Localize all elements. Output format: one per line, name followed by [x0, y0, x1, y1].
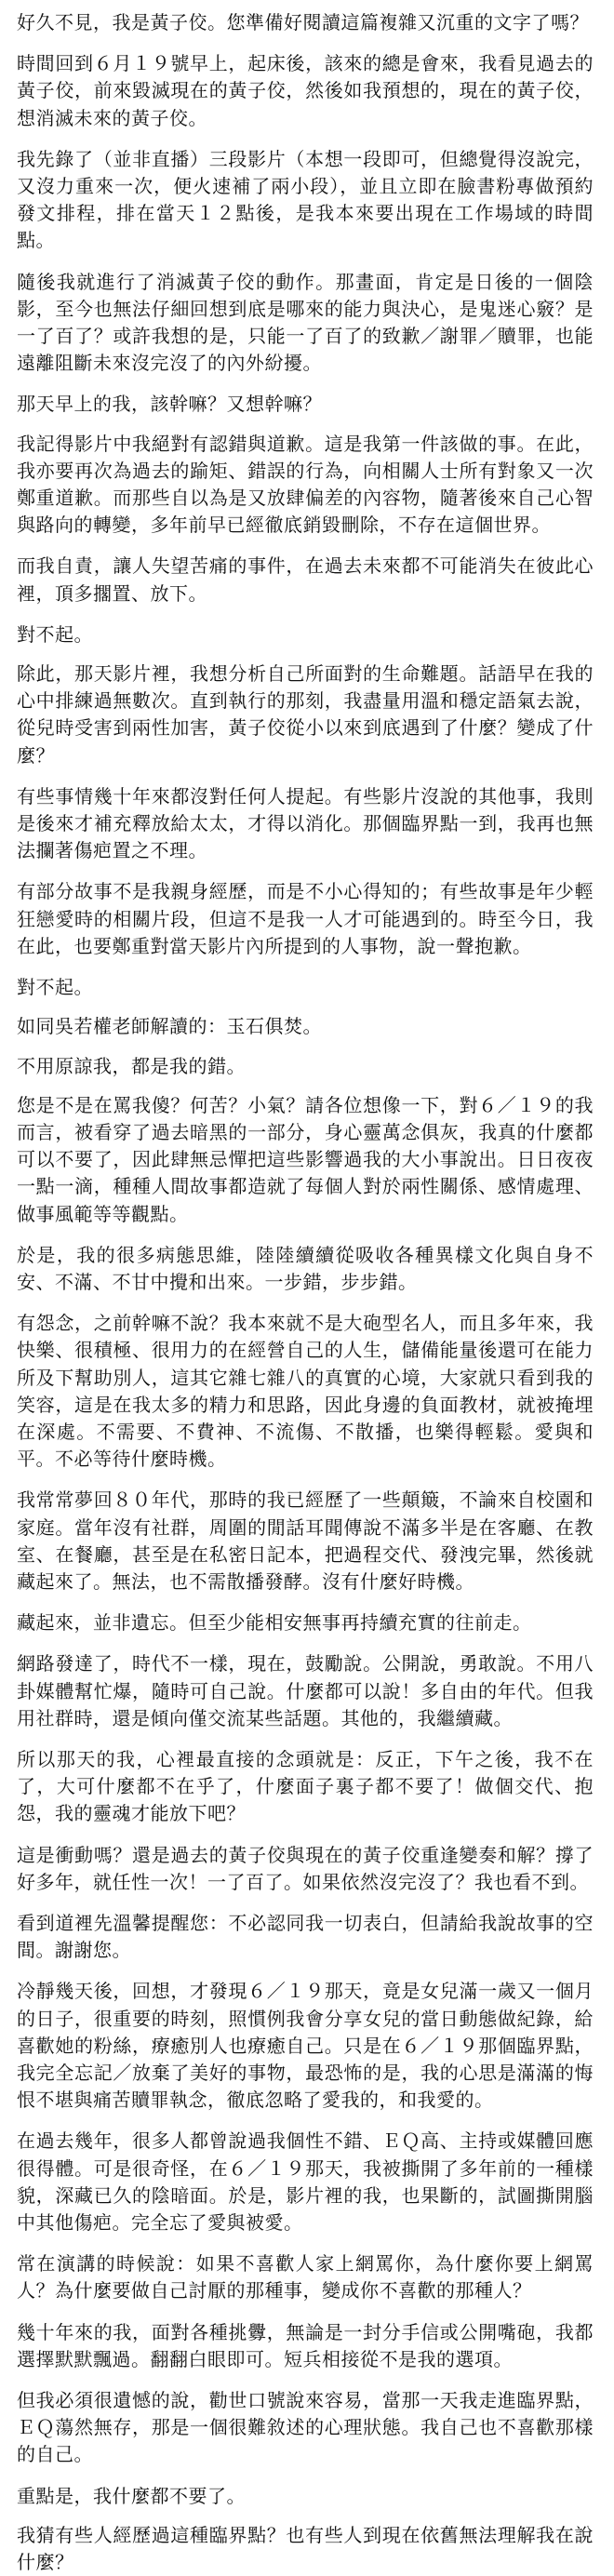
paragraph-2: 時間回到６月１９號早上，起床後，該來的總是會來，我看見過去的黃子佼，前來毀滅現在的黃子佼，然後如我預想的，現在的黃子佼，想消滅未來的黃子佼。	[17, 52, 594, 129]
paragraph-27: 幾十年來的我，面對各種挑釁，無論是一封分手信或公開嘴砲，我都選擇默默飄過。翻翻白眼即可。短兵相接從不是我的選項。	[17, 2320, 594, 2370]
paragraph-3: 我先錄了（並非直播）三段影片（本想一段即可，但總覺得沒說完，又沒力重來一次，便火速補了兩小段），並且立即在臉書粉專做預約發文排程，排在當天１２點後，是我本來要出現在工作場域的時間點。	[17, 147, 594, 252]
paragraph-11: 有部分故事不是我親身經歷，而是不小心得知的；有些故事是年少輕狂戀愛時的相關片段，但這不是我一人才可能遇到的。時至今日，我在此，也要鄭重對當天影片內所提到的人事物，說一聲抱歉。	[17, 880, 594, 957]
paragraph-9: 除此，那天影片裡，我想分析自己所面對的生命難題。話語早在我的心中排練過無數次。直到執行的那刻，我盡量用溫和穩定語氣去說，從兒時受害到兩性加害，黃子佼從小以來到底遇到了什麼？變成了什麼？	[17, 662, 594, 767]
paragraph-30: 我猜有些人經歷過這種臨界點？也有些人到現在依舊無法理解我在說什麼？	[17, 2523, 594, 2574]
paragraph-23: 看到道裡先溫馨提醒您：不必認同我一切表白，但請給我說故事的空間。謝謝您。	[17, 1911, 594, 1962]
paragraph-29: 重點是，我什麼都不要了。	[17, 2484, 246, 2507]
paragraph-13: 如同吳若權老師解讀的：玉石俱焚。	[17, 1015, 322, 1038]
paragraph-1: 好久不見，我是黃子佼。您準備好閱讀這篇複雜又沉重的文字了嗎？	[17, 11, 589, 33]
paragraph-18: 我常常夢回８０年代，那時的我已經歷了一些顛簸，不論來自校園和家庭。當年沒有社群，周圍的閒話耳聞傳說不滿多半是在客廳、在教室、在餐廳，甚至是在私密日記本，把過程交代、發洩完畢，然後就藏起來了。無法，也不需散播發酵。沒有什麼好時機。	[17, 1488, 594, 1593]
paragraph-22: 這是衝動嗎？還是過去的黃子佼與現在的黃子佼重逢變奏和解？撐了好多年，就任性一次！一了百了。如果依然沒完沒了？我也看不到。	[17, 1843, 594, 1893]
paragraph-24: 冷靜幾天後，回想，才發現６／１９那天，竟是女兒滿一歲又一個月的日子，很重要的時刻，照慣例我會分享女兒的當日動態做紀錄，給喜歡她的粉絲，療癒別人也療癒自己。只是在６／１９那個臨界點，我完全忘記／放棄了美好的事物，最恐怖的是，我的心思是滿滿的悔恨不堪與痛苦贖罪執念，徹底忽略了愛我的，和我愛的。	[17, 1980, 594, 2112]
paragraph-15: 您是不是在罵我傻？何苦？小氣？請各位想像一下，對６／１９的我而言，被看穿了過去暗黑的一部分，身心靈萬念俱灰，我真的什麼都可以不要了，因此肆無忌憚把這些影響過我的大小事說出。日日夜夜一點一滴，種種人間故事都造就了每個人對於兩性關係、感情處理、做事風範等等觀點。	[17, 1093, 594, 1225]
paragraph-21: 所以那天的我，心裡最直接的念頭就是：反正，下午之後，我不在了，大可什麼都不在乎了，什麼面子裏子都不要了！做個交代、抱怨，我的靈魂才能放下吧？	[17, 1747, 594, 1825]
paragraph-10: 有些事情幾十年來都沒對任何人提起。有些影片沒說的其他事，我則是後來才補充釋放給太太，才得以消化。那個臨界點一到，我再也無法攔著傷疤置之不理。	[17, 784, 594, 862]
paragraph-25: 在過去幾年，很多人都曾說過我個性不錯、ＥＱ高、主持或媒體回應很得體。可是很奇怪，在６／１９那天，我被撕開了多年前的一種樣貌，深藏已久的陰暗面。於是，影片裡的我，也果斷的，試圖撕開腦中其他傷疤。完全忘了愛與被愛。	[17, 2129, 594, 2235]
paragraph-5: 那天早上的我，該幹嘛？又想幹嘛？	[17, 393, 322, 416]
paragraph-4: 隨後我就進行了消滅黃子佼的動作。那畫面，肯定是日後的一個陰影，至今也無法仔細回想到底是哪來的能力與決心，是鬼迷心竅？是一了百了？或許我想的是，只能一了百了的致歉／謝罪／贖罪，也能遠離阻斷未來沒完沒了的內外紛擾。	[17, 270, 594, 375]
paragraph-20: 網路發達了，時代不一樣，現在，鼓勵說。公開說，勇敢說。不用八卦媒體幫忙爆，隨時可自己說。什麼都可以說！多自由的年代。但我用社群時，還是傾向僅交流某些話題。其他的，我繼續藏。	[17, 1652, 594, 1729]
paragraph-26: 常在演講的時候說：如果不喜歡人家上網罵你，為什麼你要上網罵人？為什麼要做自己討厭的那種事，變成你不喜歡的那種人？	[17, 2252, 594, 2302]
paragraph-28: 但我必須很遺憾的說，勸世口號說來容易，當那一天我走進臨界點，ＥＱ蕩然無存，那是一個很難敘述的心理狀態。我自己也不喜歡那樣的自己。	[17, 2389, 594, 2466]
paragraph-19: 藏起來，並非遺忘。但至少能相安無事再持續充實的往前走。	[17, 1611, 532, 1635]
paragraph-16: 於是，我的很多病態思維，陸陸續續從吸收各種異樣文化與自身不安、不滿、不甘中攪和出來。一步錯，步步錯。	[17, 1243, 594, 1293]
paragraph-12: 對不起。	[17, 976, 93, 999]
paragraph-17: 有怨念，之前幹嘛不說？我本來就不是大砲型名人，而且多年來，我快樂、很積極、很用力的在經營自己的人生，儲備能量後還可在能力所及下幫助別人，這其它雜七雜八的真實的心境，大家就只看到我的笑容，這是在我太多的精力和思路，因此身邊的負面教材，就被掩埋在深處。不需要、不費神、不流傷、不散播，也樂得輕鬆。愛與和平。不必等待什麼時機。	[17, 1312, 594, 1471]
paragraph-14: 不用原諒我，都是我的錯。	[17, 1054, 246, 1077]
paragraph-8: 對不起。	[17, 622, 93, 646]
paragraph-7: 而我自責，讓人失望苦痛的事件，在過去未來都不可能消失在彼此心裡，頂多擱置、放下。	[17, 554, 594, 605]
paragraph-6: 我記得影片中我絕對有認錯與道歉。這是我第一件該做的事。在此，我亦要再次為過去的踰矩、錯誤的行為，向相關人士所有對象又一次鄭重道歉。而那些自以為是又放肆偏差的內容物，隨著後來自己心智與路向的轉變，多年前早已經徹底銷毀刪除，不存在這個世界。	[17, 432, 594, 537]
